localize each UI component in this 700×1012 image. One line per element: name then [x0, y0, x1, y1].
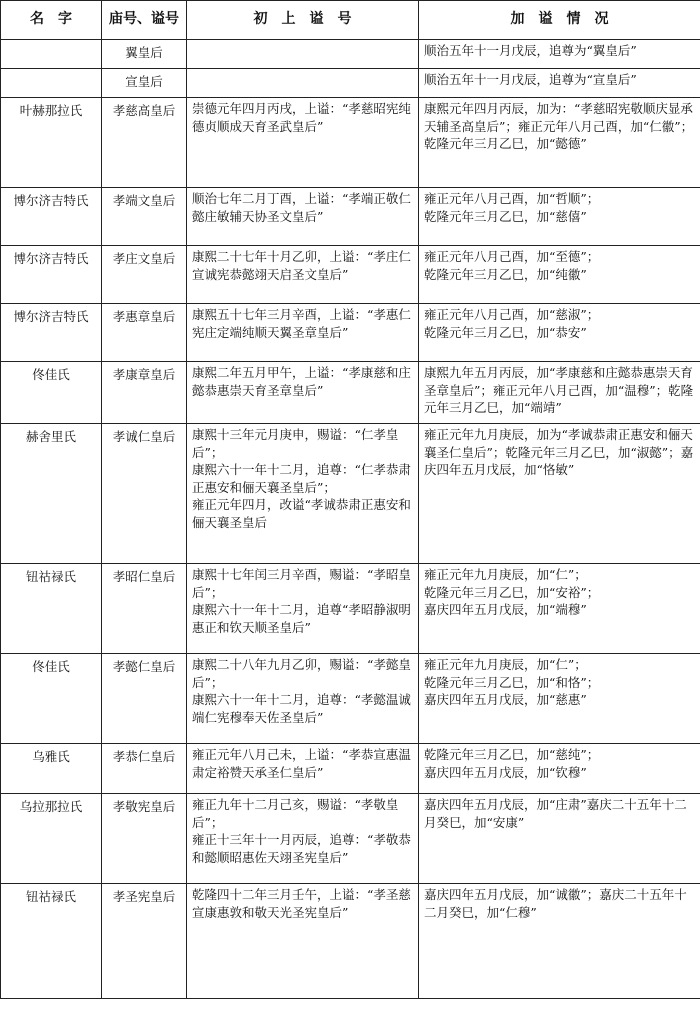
initial-title-line: 雍正元年四月，改谥“孝诚恭肃正惠安和俪天襄圣皇后: [192, 497, 411, 530]
additional-title-line: 乾隆元年三月乙巳，加“恭安”: [424, 324, 587, 340]
additional-title-line: 康熙元年四月丙辰，加为：“孝慈昭宪敬顺庆显承天辅圣高皇后”；雍正元年八月己酉，加“仁徽”；: [424, 101, 694, 134]
table-row: [1, 884, 700, 999]
initial-title-line: 崇德元年四月丙戌，上谥：“孝慈昭宪纯德贞顺成天育圣武皇后”: [192, 101, 411, 134]
cell-initial-title: [187, 304, 419, 362]
table-row: [1, 304, 700, 362]
cell-initial-title: [187, 188, 419, 246]
table-row: [1, 188, 700, 246]
cell-temple-title: 孝惠章皇后: [102, 304, 187, 362]
additional-title-line: 乾隆元年三月乙巳，加“安裕”；: [424, 584, 600, 600]
table-row: [1, 424, 700, 564]
cell-initial-title: [187, 98, 419, 188]
additional-title-line: 顺治五年十一月戊辰，追尊为“宣皇后”: [424, 72, 637, 87]
table-row: [1, 362, 700, 424]
cell-temple-title: 孝懿仁皇后: [102, 654, 187, 744]
cell-temple-title: 孝康章皇后: [102, 362, 187, 424]
cell-initial-title: [187, 246, 419, 304]
cell-initial-title: [187, 362, 419, 424]
initial-title-line: 康熙五十七年三月辛酉，上谥：“孝惠仁宪庄定端纯顺天翼圣章皇后”: [192, 307, 411, 340]
table-row: [1, 794, 700, 884]
cell-name: [1, 40, 102, 69]
initial-title-line: 康熙六十一年十二月，追尊：“孝懿温诚端仁宪穆奉天佐圣皇后”: [192, 692, 411, 725]
additional-title-line: 雍正元年八月己酉，加“至德”；: [424, 249, 600, 264]
header-title: 庙号、谥号: [102, 1, 187, 40]
cell-temple-title: 翼皇后: [102, 40, 187, 69]
cell-additional-titles: [419, 304, 700, 362]
additional-title-line: 嘉庆四年五月戊辰，加“端穆”: [424, 602, 587, 618]
cell-temple-title: 孝昭仁皇后: [102, 564, 187, 654]
cell-additional-titles: [419, 69, 700, 98]
header-name: 名 字: [1, 1, 102, 40]
table-row: [1, 654, 700, 744]
additional-title-line: 雍正元年八月己酉，加“哲顺”；: [424, 191, 600, 206]
initial-title-line: 雍正九年十二月己亥，赐谥：“孝敬皇后”；: [192, 797, 399, 830]
cell-name: 叶赫那拉氏: [1, 98, 102, 188]
additional-title-line: 嘉庆四年五月戊辰，加“庄肃”嘉庆二十五年十二月癸巳，加“安康”: [424, 797, 687, 830]
cell-temple-title: 孝敬宪皇后: [102, 794, 187, 884]
cell-additional-titles: [419, 654, 700, 744]
cell-additional-titles: [419, 424, 700, 564]
cell-name: 钮祜禄氏: [1, 884, 102, 999]
additional-title-line: 嘉庆四年五月戊辰，加“诚徽”；嘉庆二十五年十二月癸巳，加“仁穆”: [424, 887, 687, 920]
cell-initial-title: [187, 794, 419, 884]
cell-temple-title: 孝庄文皇后: [102, 246, 187, 304]
additional-title-line: 雍正元年九月庚辰，加“仁”；: [424, 567, 587, 582]
table-row: [1, 246, 700, 304]
cell-initial-title: [187, 40, 419, 69]
cell-name: 博尔济吉特氏: [1, 246, 102, 304]
cell-name: 博尔济吉特氏: [1, 304, 102, 362]
table-row: [1, 69, 700, 98]
table-row: [1, 98, 700, 188]
initial-title-line: 顺治七年二月丁酉，上谥：“孝端正敬仁懿庄敏辅天协圣文皇后”: [192, 191, 411, 224]
initial-title-line: 康熙十三年元月庚申，赐谥：“仁孝皇后”；: [192, 427, 399, 460]
table-row: [1, 744, 700, 794]
cell-name: 佟佳氏: [1, 362, 102, 424]
additional-title-line: 嘉庆四年五月戊辰，加“钦穆”: [424, 764, 587, 780]
cell-name: [1, 69, 102, 98]
cell-name: 佟佳氏: [1, 654, 102, 744]
initial-title-line: 康熙六十一年十二月，追尊“孝昭静淑明惠正和钦天顺圣皇后”: [192, 602, 411, 635]
cell-initial-title: [187, 424, 419, 564]
cell-additional-titles: [419, 98, 700, 188]
table-row: [1, 564, 700, 654]
table-body: [1, 40, 700, 999]
additional-title-line: 乾隆元年三月乙巳，加“懿德”: [424, 136, 587, 152]
cell-additional-titles: [419, 40, 700, 69]
cell-name: 博尔济吉特氏: [1, 188, 102, 246]
cell-name: 乌雅氏: [1, 744, 102, 794]
initial-title-line: 康熙十七年闰三月辛酉，赐谥：“孝昭皇后”；: [192, 567, 411, 600]
additional-title-line: 乾隆元年三月乙巳，加“纯徽”: [424, 266, 587, 282]
additional-title-line: 雍正元年九月庚辰，加“仁”；: [424, 657, 587, 672]
cell-initial-title: [187, 564, 419, 654]
cell-initial-title: [187, 69, 419, 98]
cell-name: 乌拉那拉氏: [1, 794, 102, 884]
initial-title-line: 乾隆四十二年三月壬午，上谥：“孝圣慈宣康惠敦和敬天光圣宪皇后”: [192, 887, 411, 920]
cell-temple-title: 孝诚仁皇后: [102, 424, 187, 564]
additional-title-line: 顺治五年十一月戊辰，追尊为“翼皇后”: [424, 43, 637, 58]
initial-title-line: 雍正十三年十一月丙辰，追尊：“孝敬恭和懿顺昭惠佐天翊圣宪皇后”: [192, 832, 411, 865]
additional-title-line: 乾隆元年三月乙巳，加“慈僖”: [424, 208, 587, 224]
additional-title-line: 乾隆元年三月乙巳，加“和恪”；: [424, 674, 600, 690]
cell-initial-title: [187, 654, 419, 744]
cell-additional-titles: [419, 188, 700, 246]
cell-temple-title: 孝圣宪皇后: [102, 884, 187, 999]
header-row: [1, 1, 700, 40]
header-initial-title: 初 上 谥 号: [187, 1, 419, 40]
cell-additional-titles: [419, 246, 700, 304]
initial-title-line: 康熙二十八年九月乙卯，赐谥：“孝懿皇后”；: [192, 657, 411, 690]
cell-temple-title: 孝端文皇后: [102, 188, 187, 246]
additional-title-line: 嘉庆四年五月戊辰，加“慈惠”: [424, 692, 587, 708]
additional-title-line: 康熙九年五月丙辰，加“孝康慈和庄懿恭惠崇天育圣章皇后”；雍正元年八月己酉，加“温穆”；乾隆元年三月乙巳，加“端靖”: [424, 365, 694, 416]
initial-title-line: 雍正元年八月己未，上谥：“孝恭宣惠温肃定裕赞天承圣仁皇后”: [192, 747, 411, 780]
cell-additional-titles: [419, 564, 700, 654]
cell-name: 赫舍里氏: [1, 424, 102, 564]
table-row: [1, 40, 700, 69]
initial-title-line: 康熙二十七年十月乙卯，上谥：“孝庄仁宣诚宪恭懿翊天启圣文皇后”: [192, 249, 411, 282]
initial-title-line: 康熙二年五月甲午，上谥：“孝康慈和庄懿恭惠崇天育圣章皇后”: [192, 365, 411, 398]
cell-initial-title: [187, 884, 419, 999]
cell-additional-titles: [419, 794, 700, 884]
cell-initial-title: [187, 744, 419, 794]
additional-title-line: 雍正元年九月庚辰，加为“孝诚恭肃正惠安和俪天襄圣仁皇后”；乾隆元年三月乙巳，加“淑懿”；嘉庆四年五月戊辰，加“恪敏”: [424, 427, 694, 478]
initial-title-line: 康熙六十一年十二月，追尊：“仁孝恭肃正惠安和俪天襄圣皇后”；: [192, 462, 411, 495]
cell-temple-title: 宣皇后: [102, 69, 187, 98]
cell-name: 钮祜禄氏: [1, 564, 102, 654]
additional-title-line: 乾隆元年三月乙巳，加“慈纯”；: [424, 747, 600, 762]
cell-temple-title: 孝恭仁皇后: [102, 744, 187, 794]
cell-additional-titles: [419, 884, 700, 999]
header-additional-titles: 加 谥 情 况: [419, 1, 700, 40]
cell-additional-titles: [419, 362, 700, 424]
cell-additional-titles: [419, 744, 700, 794]
additional-title-line: 雍正元年八月己酉，加“慈淑”；: [424, 307, 600, 322]
cell-temple-title: 孝慈高皇后: [102, 98, 187, 188]
